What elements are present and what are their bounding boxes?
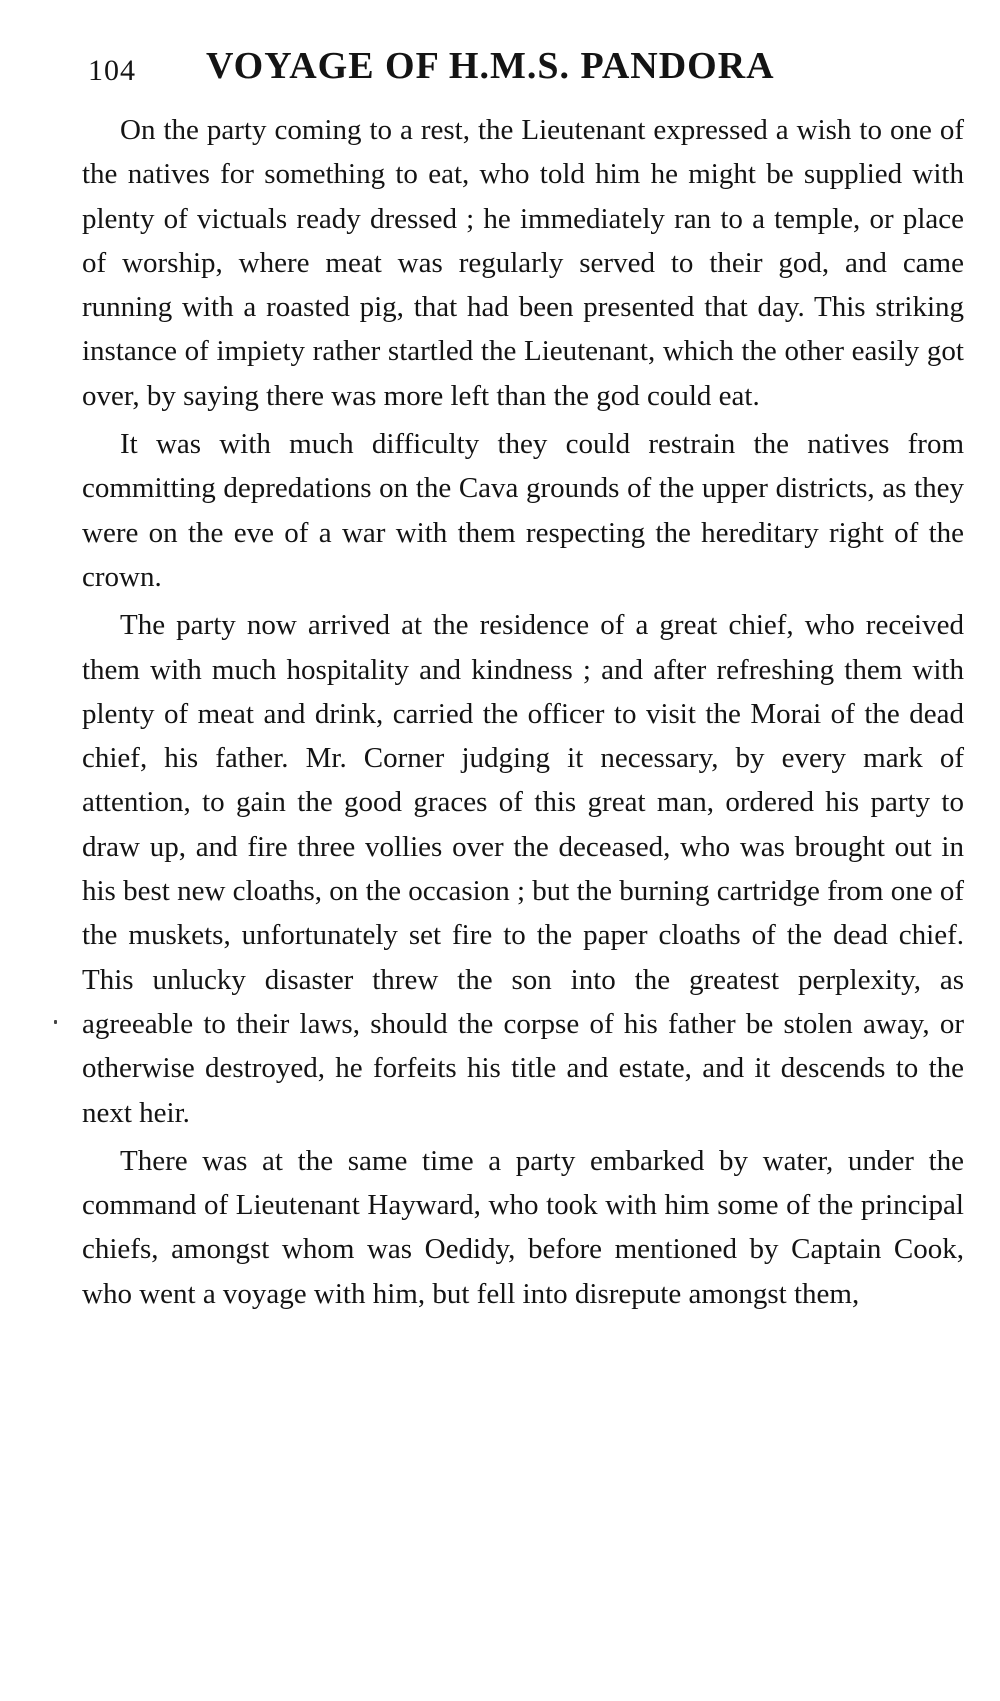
running-header — [88, 44, 958, 96]
paragraph-4: There was at the same time a party embarked by water, under the command of Lieutenant Hayward, who took with him some of the principal chiefs, amongst whom was Oedidy, before mentioned by Captain Cook, who went a voyage with him, but fell into disrepute amongst them, — [82, 1144, 964, 1310]
paragraph-1: On the party coming to a rest, the Lieutenant expressed a wish to one of the natives for something to eat, who told him he might be supplied with plenty of victuals ready dressed ; he immediately ran to a temple, or place of worship, where meat was regularly served to their god, and came running with a roasted pig, that had been presented that day. This striking instance of impiety rather startled the Lieutenant, which the other easily got over, by saying there was more left than the god could eat. — [82, 114, 964, 412]
margin-speck — [54, 1020, 57, 1024]
page-number: 104 — [88, 54, 136, 87]
paragraph-3: The party now arrived at the residence of a great chief, who received them with much hospitality and kindness ; and after refreshing them with plenty of meat and drink, carried the officer to visit the Morai of the dead chief, his father. Mr. Corner judging it necessary, by every mark of attention, to gain the good graces of this great man, ordered his party to draw up, and fire three vollies over the deceased, who was brought out in his best new cloaths, on the occasion ; but the burning cartridge from one of the muskets, unfortunately set fire to the paper cloaths of the dead chief. This unlucky disaster threw the son into the greatest perplexity, as agreeable to their laws, should the corpse of his father be stolen away, or otherwise destroyed, he forfeits his title and estate, and it descends to the next heir. — [82, 609, 964, 1129]
running-title: VOYAGE OF H.M.S. PANDORA — [206, 45, 775, 87]
paragraph-2: It was with much difficulty they could restrain the natives from committing depredations on the Cava grounds of the upper districts, as they were on the eve of a war with them respecting the hereditary right of the crown. — [82, 428, 964, 593]
body-text — [82, 108, 964, 1320]
